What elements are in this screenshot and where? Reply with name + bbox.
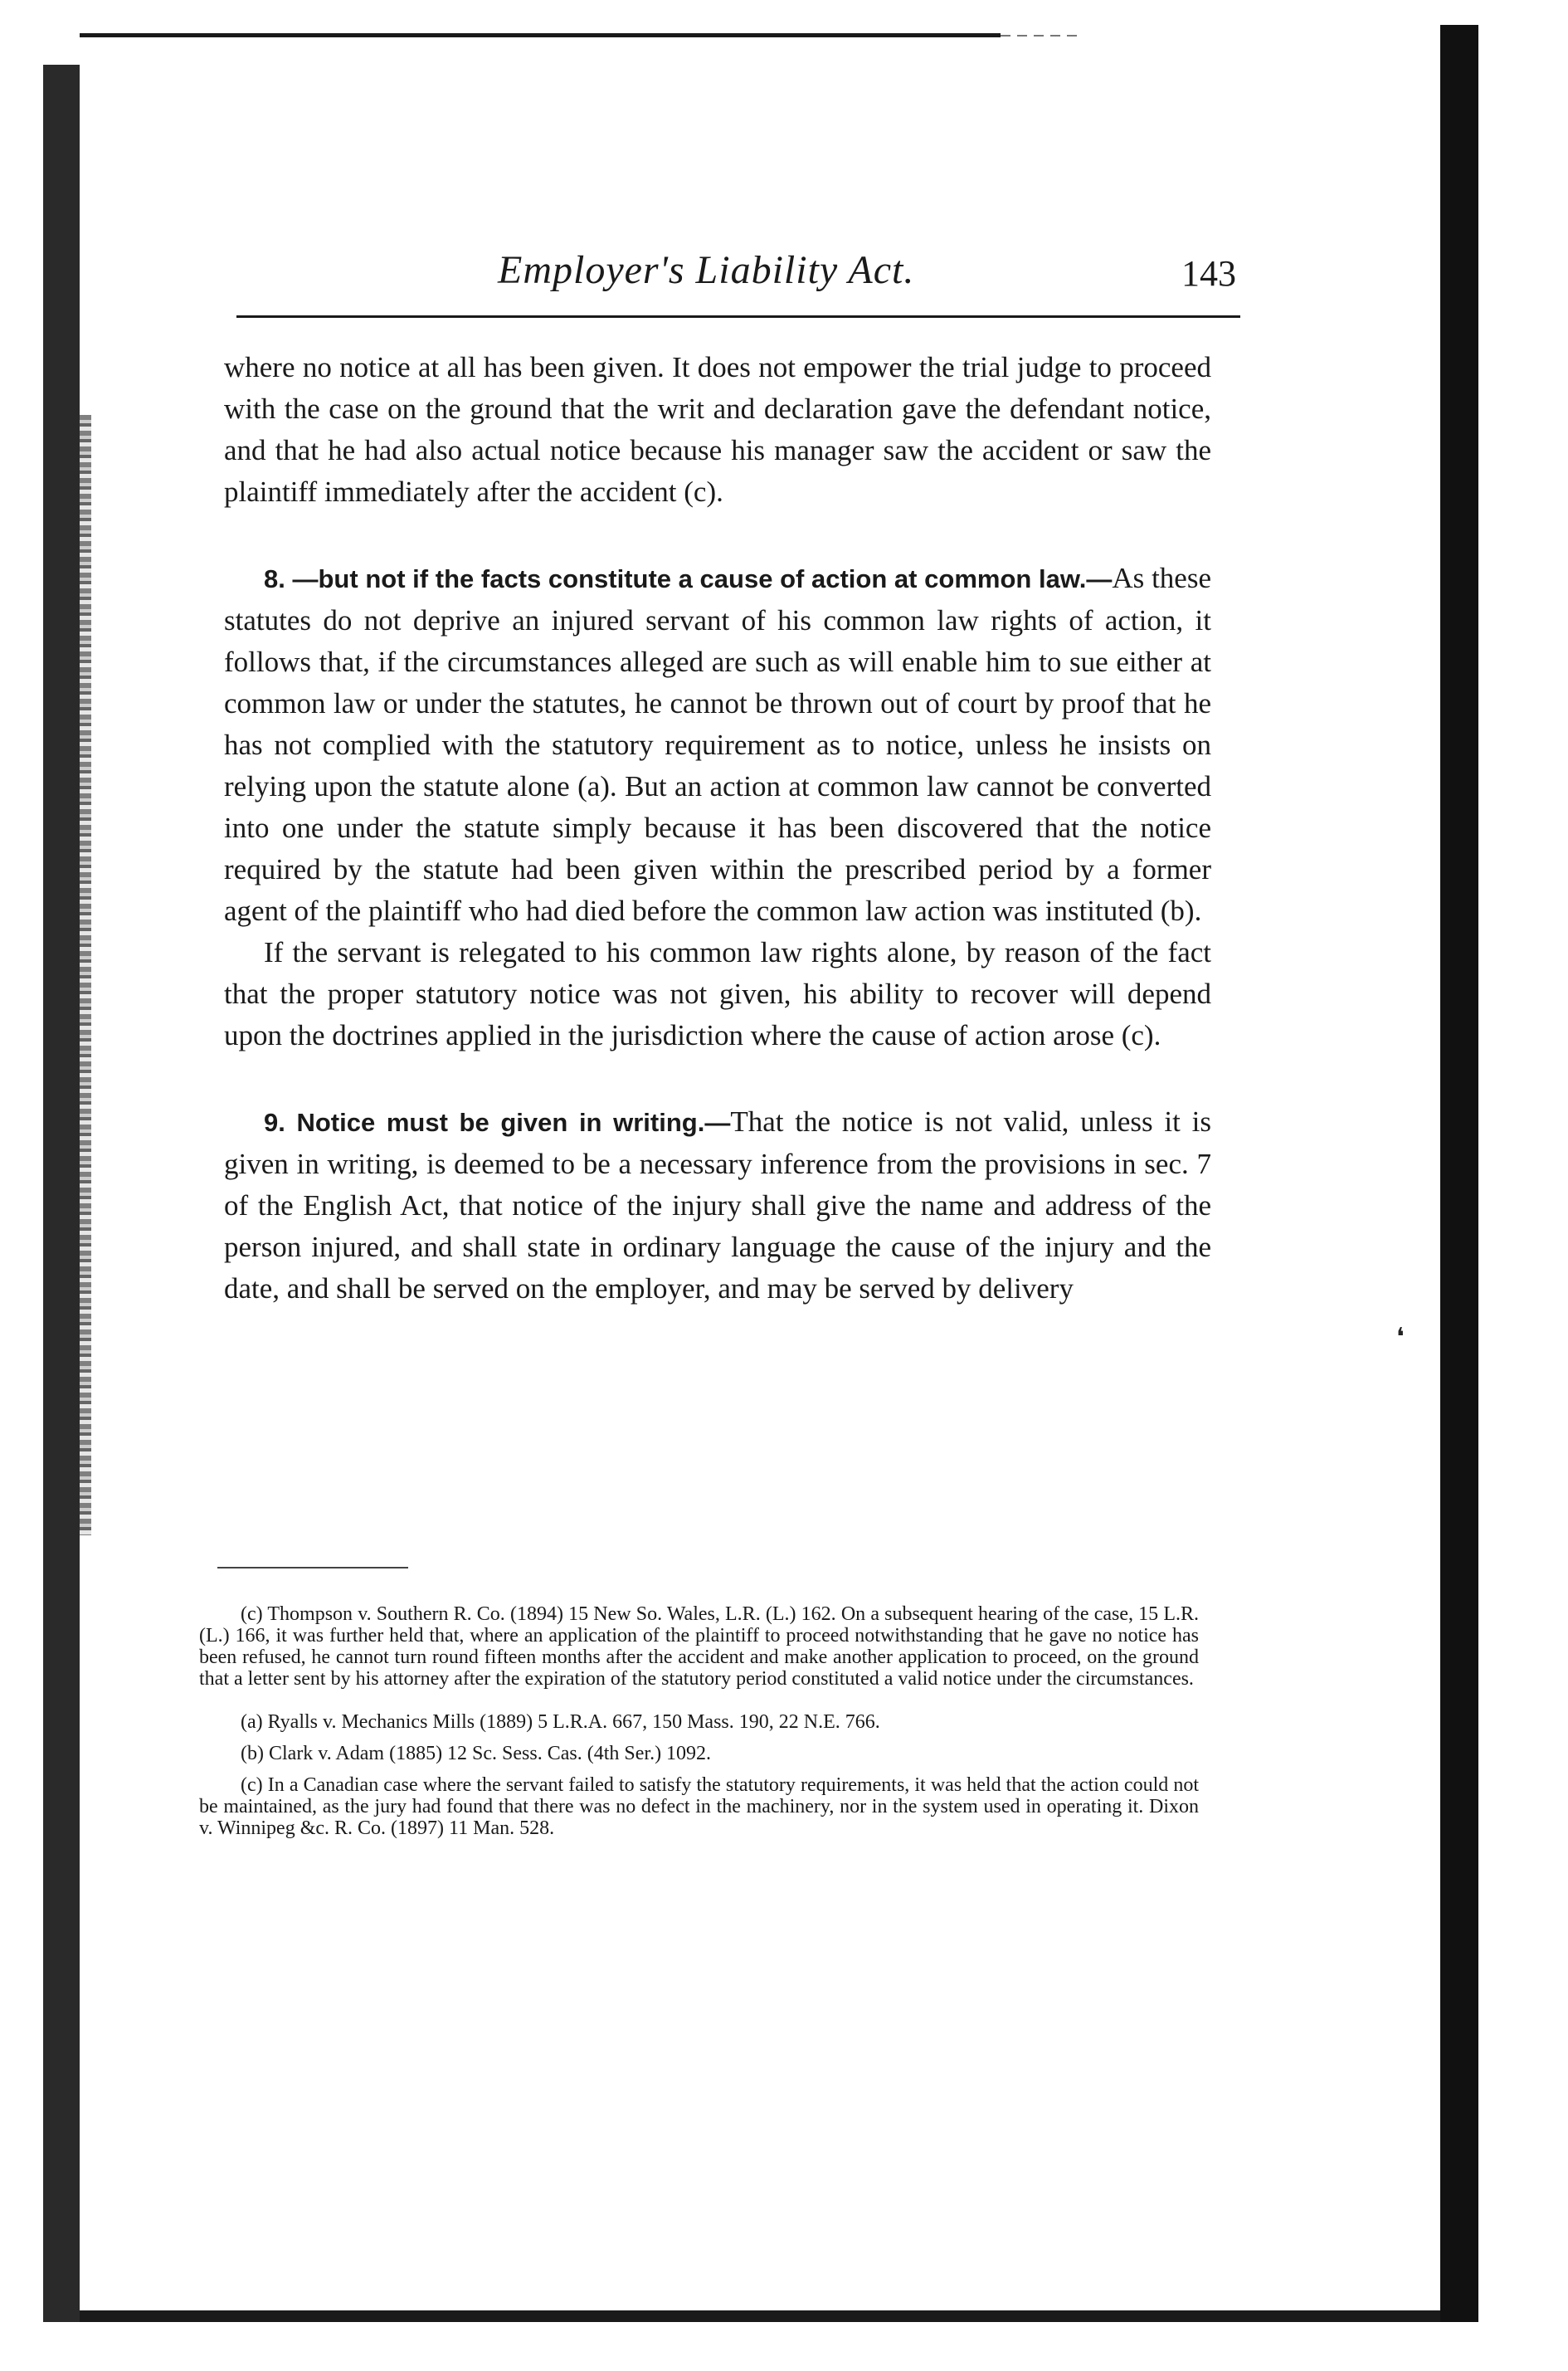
- scan-left-border: [43, 65, 80, 2322]
- stray-ink-mark: ❛: [1396, 1324, 1405, 1351]
- running-title: Employer's Liability Act.: [498, 248, 915, 292]
- section-9-paragraph: [224, 1101, 1211, 1310]
- page-number: 143: [1181, 253, 1236, 294]
- header-rule: [236, 315, 1240, 318]
- footnote-rule: [217, 1567, 408, 1568]
- body-text: [224, 347, 1211, 1310]
- scan-bottom-border: [80, 2310, 1440, 2322]
- continuation-paragraph: where no notice at all has been given. It does not empower the trial judge to proceed with the case on the ground that the writ and declaration gave the defendant notice, and that he had also actual notice because his manager saw the accident or saw the plaintiff immediately after the accident (c).: [224, 351, 1211, 508]
- footnote-b-clark: (b) Clark v. Adam (1885) 12 Sc. Sess. Cas. (4th Ser.) 1092.: [241, 1743, 712, 1764]
- page-header: [241, 247, 1236, 300]
- section-8-heading: 8. —but not if the facts constitute a cause of action at common law.—: [264, 564, 1113, 593]
- section-9-text: That the notice is not valid, unless it is given in writing, is deemed to be a necessary inference from the provisions in sec. 7 of the English Act, that notice of the injury shall give the name and address of the person injured, and shall state in ordinary language the cause of the injury and the date, and shall be served on the employer, and may be served by delivery: [224, 1105, 1211, 1305]
- section-8-paragraph: [224, 558, 1211, 932]
- section-8-text: As these statutes do not deprive an injured servant of his common law rights of action, it follows that, if the circumstances alleged are such as will enable him to sue either at common law or under the statutes, he cannot be thrown out of court by proof that he has not complied with the statutory requirement as to notice, unless he insists on relying upon the statute alone (a). But an action at common law cannot be converted into one under the statute simply because it has been discovered that the notice required by the statute had been given within the prescribed period by a former agent of the plaintiff who had died before the common law action was instituted (b).: [224, 562, 1211, 927]
- scan-top-border-tail: [1001, 35, 1083, 37]
- scan-right-border: [1440, 25, 1478, 2322]
- footnote-c-dixon: (c) In a Canadian case where the servant failed to satisfy the statutory requirements, it was held that the action could not be maintained, as the jury had found that there was no defect in the machinery, nor in the system used in operating it. Dixon v. Winnipeg &c. R. Co. (1897) 11 Man. 528.: [199, 1774, 1199, 1839]
- footnotes: [199, 1603, 1199, 1839]
- scan-top-border: [80, 33, 1001, 37]
- footnote-c-thompson: (c) Thompson v. Southern R. Co. (1894) 15 New So. Wales, L.R. (L.) 162. On a subsequent hearing of the case, 15 L.R. (L.) 166, it was further held that, where an application of the plaintiff to proceed notwithstanding that he gave no notice has been refused, he cannot turn round fifteen months after the accident and make another application to proceed, on the ground that a letter sent by his attorney after the expiration of the statutory period constituted a valid notice under the circumstances.: [199, 1603, 1199, 1690]
- section-8-paragraph-2: If the servant is relegated to his common law rights alone, by reason of the fact that the proper statutory notice was not given, his ability to recover will depend upon the doctrines applied in the jurisdiction where the cause of action arose (c).: [224, 936, 1211, 1051]
- section-9-heading: 9. Notice must be given in writing.—: [264, 1108, 731, 1137]
- footnote-a-ryalls: (a) Ryalls v. Mechanics Mills (1889) 5 L.R.A. 667, 150 Mass. 190, 22 N.E. 766.: [241, 1711, 880, 1733]
- scan-edge-noise: [80, 415, 91, 1535]
